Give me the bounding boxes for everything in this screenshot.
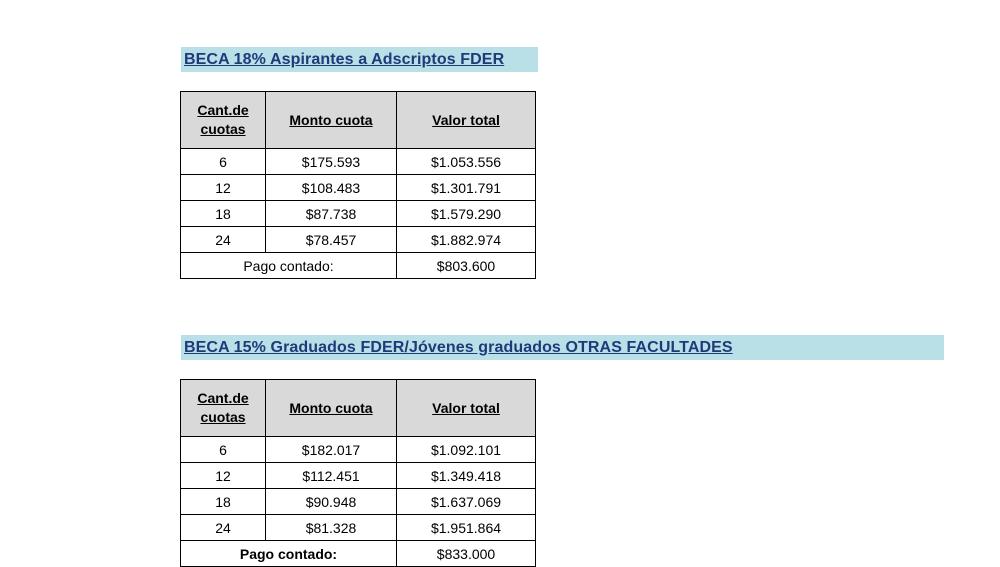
cell-installments: 18	[181, 201, 266, 227]
cell-total: $1.053.556	[397, 149, 536, 175]
cell-installments: 12	[181, 463, 266, 489]
table-row	[181, 227, 536, 253]
section-title: BECA 18% Aspirantes a Adscriptos FDER	[184, 50, 505, 68]
table-row	[181, 515, 536, 541]
cell-amount: $90.948	[266, 489, 397, 515]
cell-total: $1.579.290	[397, 201, 536, 227]
header-installment-amount: Monto cuota	[266, 92, 397, 149]
cell-total: $1.637.069	[397, 489, 536, 515]
cell-installments: 6	[181, 437, 266, 463]
cell-total: $1.092.101	[397, 437, 536, 463]
section-heading	[181, 47, 538, 72]
header-total-value: Valor total	[397, 380, 536, 437]
cash-payment-label: Pago contado:	[181, 541, 397, 567]
table-row	[181, 201, 536, 227]
table-row	[181, 149, 536, 175]
cell-amount: $112.451	[266, 463, 397, 489]
table-row	[181, 175, 536, 201]
cell-installments: 12	[181, 175, 266, 201]
header-installments: Cant.de cuotas	[181, 92, 266, 149]
cell-total: $1.301.791	[397, 175, 536, 201]
cell-amount: $108.483	[266, 175, 397, 201]
cell-amount: $87.738	[266, 201, 397, 227]
cell-installments: 24	[181, 515, 266, 541]
cash-payment-value: $803.600	[397, 253, 536, 279]
header-installment-amount: Monto cuota	[266, 380, 397, 437]
cash-payment-row	[181, 253, 536, 279]
section-title: BECA 15% Graduados FDER/Jóvenes graduados OTRAS FACULTADES	[184, 338, 733, 356]
table-row	[181, 463, 536, 489]
table-header-row	[181, 380, 536, 437]
table-header-row	[181, 92, 536, 149]
cell-total: $1.349.418	[397, 463, 536, 489]
cell-amount: $182.017	[266, 437, 397, 463]
installment-table	[180, 91, 536, 279]
header-installments: Cant.de cuotas	[181, 380, 266, 437]
cash-payment-value: $833.000	[397, 541, 536, 567]
cell-total: $1.951.864	[397, 515, 536, 541]
installment-table	[180, 379, 536, 567]
cell-amount: $78.457	[266, 227, 397, 253]
cell-installments: 24	[181, 227, 266, 253]
cell-amount: $81.328	[266, 515, 397, 541]
section-heading	[181, 335, 944, 360]
cell-installments: 6	[181, 149, 266, 175]
cell-amount: $175.593	[266, 149, 397, 175]
table-row	[181, 489, 536, 515]
cell-installments: 18	[181, 489, 266, 515]
header-total-value: Valor total	[397, 92, 536, 149]
cash-payment-label: Pago contado:	[181, 253, 397, 279]
cell-total: $1.882.974	[397, 227, 536, 253]
table-row	[181, 437, 536, 463]
